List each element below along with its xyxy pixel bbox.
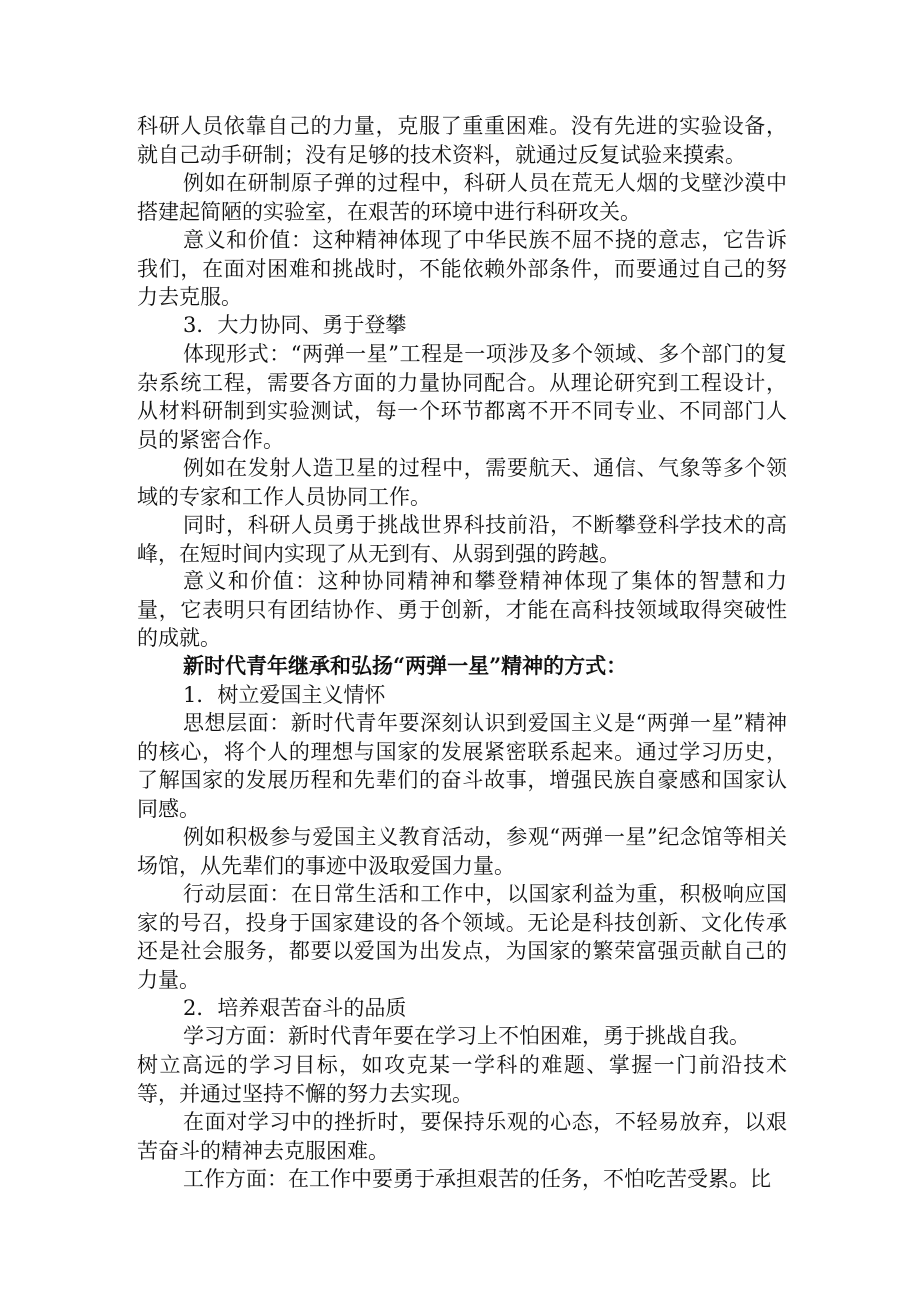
- section-heading: 1．树立爱国主义情怀: [183, 683, 386, 707]
- section-heading: 2．培养艰苦奋斗的品质: [183, 996, 407, 1020]
- paragraph: 例如积极参与爱国主义教育活动，参观“两弹一星”纪念馆等相关场馆，从先辈们的事迹中汲取爱国力量。: [137, 825, 787, 878]
- section-heading: 3．大力协同、勇于登攀: [183, 313, 407, 337]
- paragraph: 树立高远的学习目标，如攻克某一学科的难题、掌握一门前沿技术等，并通过坚持不懈的努力去实现。: [137, 1053, 787, 1106]
- paragraph: 意义和价值：这种协同精神和攀登精神体现了集体的智慧和力量，它表明只有团结协作、勇于创新，才能在高科技领域取得突破性的成就。: [137, 569, 787, 650]
- paragraph: 例如在研制原子弹的过程中，科研人员在荒无人烟的戈壁沙漠中搭建起简陋的实验室，在艰苦的环境中进行科研攻关。: [137, 171, 787, 224]
- paragraph: 学习方面：新时代青年要在学习上不怕困难，勇于挑战自我。: [183, 1024, 750, 1048]
- section-title: 新时代青年继承和弘扬“两弹一星”精神的方式：: [183, 653, 628, 678]
- paragraph: 科研人员依靠自己的力量，克服了重重困难。没有先进的实验设备，就自己动手研制；没有足够的技术资料，就通过反复试验来摸索。: [137, 114, 787, 167]
- paragraph: 例如在发射人造卫星的过程中，需要航天、通信、气象等多个领域的专家和工作人员协同工作。: [137, 456, 787, 509]
- paragraph: 行动层面：在日常生活和工作中，以国家利益为重，积极响应国家的号召，投身于国家建设的各个领域。无论是科技创新、文化传承还是社会服务，都要以爱国为出发点，为国家的繁荣富强贡献自己的力量。: [137, 882, 787, 992]
- paragraph: 体现形式：“两弹一星”工程是一项涉及多个领域、多个部门的复杂系统工程，需要各方面的力量协同配合。从理论研究到工程设计，从材料研制到实验测试，每一个环节都离不开不同专业、不同部门人员的紧密合作。: [137, 342, 787, 452]
- paragraph: 同时，科研人员勇于挑战世界科技前沿，不断攀登科学技术的高峰，在短时间内实现了从无到有、从弱到强的跨越。: [137, 513, 787, 566]
- paragraph: 在面对学习中的挫折时，要保持乐观的心态，不轻易放弃，以艰苦奋斗的精神去克服困难。: [137, 1110, 787, 1163]
- paragraph: 思想层面：新时代青年要深刻认识到爱国主义是“两弹一星”精神的核心，将个人的理想与国家的发展紧密联系起来。通过学习历史，了解国家的发展历程和先辈们的奋斗故事，增强民族自豪感和国家认同感。: [137, 711, 787, 821]
- paragraph: 工作方面：在工作中要勇于承担艰苦的任务，不怕吃苦受累。比: [183, 1167, 771, 1191]
- paragraph: 意义和价值：这种精神体现了中华民族不屈不挠的意志，它告诉我们，在面对困难和挑战时，不能依赖外部条件，而要通过自己的努力去克服。: [137, 228, 787, 309]
